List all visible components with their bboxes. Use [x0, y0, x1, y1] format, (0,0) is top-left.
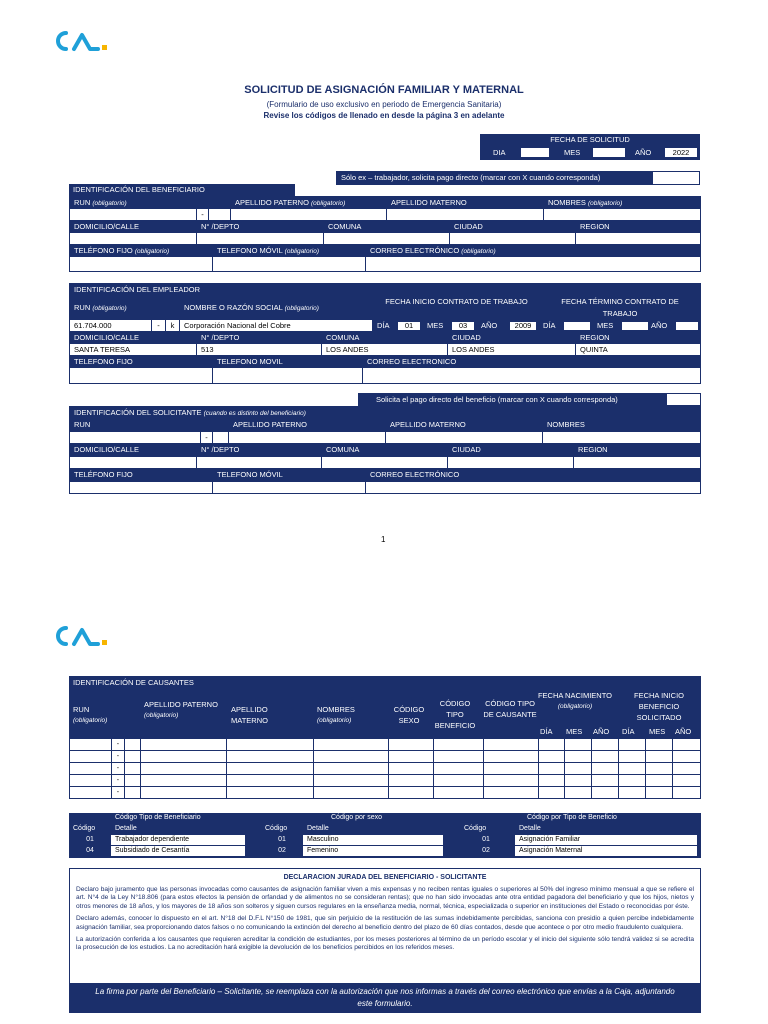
causante-cell[interactable] — [313, 751, 389, 763]
cau-ap-paterno-label: APELLIDO PATERNO (obligatorio) — [144, 700, 218, 719]
emp-inicio-dia-field[interactable]: 01 — [397, 321, 421, 331]
form-subtitle: (Formulario de uso exclusivo en periodo de Emergencia Sanitaria) — [266, 100, 502, 109]
causante-cell[interactable] — [619, 751, 646, 763]
causante-cell[interactable] — [592, 775, 619, 787]
cau-run-label: RUN (obligatorio) — [73, 705, 108, 724]
ben-comuna-field[interactable] — [324, 233, 450, 245]
declaracion-footer: La firma por parte del Beneficiario – Solicitante, se reemplaza con la autorización que nos informas a través del correo electrónico que envías a la Caja, adjuntando este formulario. — [70, 983, 700, 1012]
pago-directo-label: Solicita el pago directo del beneficio (marcar con X cuando corresponda) — [358, 393, 666, 406]
causante-row — [70, 763, 701, 775]
ex-trabajador-label: Sólo ex – trabajador, solicita pago directo (marcar con X cuando corresponda) — [336, 171, 652, 185]
causante-row — [70, 787, 701, 799]
ben-correo-label: CORREO ELECTRÓNICO (obligatorio) — [366, 245, 700, 257]
causante-cell[interactable] — [70, 787, 112, 799]
sol-nombres-label: NOMBRES — [543, 419, 700, 432]
causante-cell[interactable] — [226, 787, 313, 799]
emp-correo-field[interactable] — [363, 368, 700, 383]
beneficiario-header: IDENTIFICACIÓN DEL BENEFICIARIO — [69, 184, 295, 196]
causante-cell[interactable] — [592, 739, 619, 751]
fecha-dia-field[interactable] — [520, 147, 550, 158]
sol-run-label: RUN — [70, 419, 229, 432]
emp-depto-field[interactable]: 513 — [197, 344, 322, 356]
fecha-mes-field[interactable] — [592, 147, 626, 158]
causante-cell[interactable] — [539, 787, 565, 799]
cod-col-codigo-2: Código — [265, 825, 288, 832]
causante-cell[interactable] — [140, 775, 226, 787]
emp-region-label: REGION — [576, 332, 700, 344]
ben-domicilio-field[interactable] — [70, 233, 197, 245]
sol-depto-field[interactable] — [197, 457, 322, 469]
cau-cod-tipo-ben-label: CÓDIGO TIPO BENEFICIO — [434, 699, 476, 730]
cod-sexo-title: Código por sexo — [331, 814, 382, 821]
sol-tel-fijo-field[interactable] — [70, 482, 213, 493]
sol-region-field[interactable] — [574, 457, 700, 469]
ben-nombres-field[interactable] — [544, 209, 700, 221]
causante-cell[interactable] — [313, 775, 389, 787]
benef-code: 01 — [482, 836, 490, 843]
ben-tel-movil-label: TELEFONO MÓVIL (obligatorio) — [213, 245, 366, 257]
causante-cell[interactable] — [484, 775, 539, 787]
benef-detail: Asignación Familiar — [515, 835, 697, 845]
ben-nombres-label: NOMBRES (obligatorio) — [544, 197, 700, 209]
emp-ciudad-field[interactable]: LOS ANDES — [448, 344, 576, 356]
causante-cell[interactable] — [539, 775, 565, 787]
emp-comuna-field[interactable]: LOS ANDES — [322, 344, 448, 356]
emp-region-field[interactable]: QUINTA — [576, 344, 700, 356]
ben-ap-paterno-label: APELLIDO PATERNO (obligatorio) — [231, 197, 387, 209]
causante-cell[interactable] — [226, 739, 313, 751]
causante-cell[interactable] — [646, 787, 673, 799]
sol-domicilio-label: DOMICILIO/CALLE — [70, 444, 197, 457]
causante-cell[interactable] — [434, 775, 484, 787]
ben-ap-materno-field[interactable] — [387, 209, 544, 221]
cau-ap-materno-label: APELLIDO MATERNO — [231, 705, 268, 725]
emp-tel-movil-label: TELEFONO MOVIL — [213, 356, 363, 368]
emp-razon-label: NOMBRE O RAZÓN SOCIAL (obligatorio) — [180, 296, 373, 320]
declaracion-p2: Declaro además, conocer lo dispuesto en el art. N°18 del D.F.L N°150 de 1981, que sin perjuicio de la restitución de las sumas indebidamente percibidas, sanciona con presidio a quien percibe indebidamente asignación familiar, sea proporcionando datos falsos o no comunicando la extinción del derecho al beneficio dentro del plazo de 60 días contados, desde que acontece o por otro medio fraudulento cualquiera. — [76, 915, 694, 931]
sol-run-dash: - — [201, 432, 213, 444]
causante-cell[interactable] — [592, 763, 619, 775]
causantes-block — [69, 676, 701, 738]
cau-nac-ano: AÑO — [593, 727, 610, 736]
ben-comuna-label: COMUNA — [324, 221, 450, 233]
sexo-detail: Masculino — [303, 835, 443, 845]
causante-cell[interactable] — [619, 763, 646, 775]
causante-cell[interactable] — [70, 751, 112, 763]
causante-cell[interactable] — [484, 787, 539, 799]
declaracion-title: DECLARACION JURADA DEL BENEFICIARIO - SOLICITANTE — [283, 874, 487, 881]
cau-nombres-label: NOMBRES (obligatorio) — [317, 705, 355, 724]
causante-cell[interactable] — [124, 763, 140, 775]
sexo-detail: Femenino — [303, 846, 443, 856]
causante-cell[interactable] — [389, 787, 434, 799]
cod-tipo-benef-title: Código por Tipo de Beneficio — [527, 814, 617, 821]
emp-inicio-dates — [373, 320, 700, 332]
causante-run-dash: - — [111, 751, 124, 763]
sol-ap-materno-field[interactable] — [386, 432, 543, 444]
ben-code: 04 — [86, 847, 94, 854]
fecha-ano-field[interactable]: 2022 — [664, 147, 698, 158]
sol-correo-label: CORREO ELECTRÓNICO — [366, 469, 700, 482]
ben-ap-materno-label: APELLIDO MATERNO — [387, 197, 544, 209]
causante-run-dash: - — [111, 739, 124, 751]
sol-region-label: REGION — [574, 444, 700, 457]
causante-cell[interactable] — [565, 763, 592, 775]
causante-run-dash: - — [111, 775, 124, 787]
ex-trabajador-checkbox[interactable] — [652, 171, 700, 185]
emp-termino-label: FECHA TÉRMINO CONTRATO DE TRABAJO — [540, 296, 700, 320]
causante-cell[interactable] — [565, 775, 592, 787]
causante-cell[interactable] — [619, 775, 646, 787]
cau-ini-ano: AÑO — [675, 727, 692, 736]
causante-cell[interactable] — [646, 739, 673, 751]
emp-tel-fijo-field[interactable] — [70, 368, 213, 383]
causante-cell[interactable] — [539, 751, 565, 763]
ben-detail: Subsidiado de Cesantía — [111, 846, 245, 856]
emp-tel-movil-field[interactable] — [213, 368, 363, 383]
causante-cell[interactable] — [672, 739, 700, 751]
causantes-header: IDENTIFICACIÓN DE CAUSANTES — [73, 678, 194, 687]
ben-tel-movil-field[interactable] — [213, 257, 366, 271]
causante-cell[interactable] — [646, 763, 673, 775]
causante-cell[interactable] — [140, 763, 226, 775]
causante-cell[interactable] — [646, 751, 673, 763]
ben-ciudad-field[interactable] — [450, 233, 576, 245]
causante-cell[interactable] — [389, 775, 434, 787]
causante-cell[interactable] — [140, 751, 226, 763]
causante-cell[interactable] — [389, 739, 434, 751]
emp-correo-label: CORREO ELECTRONICO — [363, 356, 700, 368]
ben-run-dash: - — [197, 209, 209, 221]
emp-termino-mes-field[interactable] — [621, 321, 649, 331]
caja-logo — [52, 30, 122, 52]
ben-detail: Trabajador dependiente — [111, 835, 245, 845]
empleador-table — [69, 283, 701, 384]
solicitante-table — [69, 406, 701, 494]
cau-nac-dia: DÍA — [540, 727, 553, 736]
causante-run-dash: - — [111, 763, 124, 775]
cau-cod-tipo-caus-label: CÓDIGO TIPO DE CAUSANTE — [483, 699, 537, 719]
sol-tel-movil-field[interactable] — [213, 482, 366, 493]
fecha-mes-label: MES — [564, 148, 581, 157]
ben-depto-field[interactable] — [197, 233, 324, 245]
emp-termino-mes-label: MES — [597, 321, 614, 330]
fecha-ano-label: AÑO — [635, 148, 652, 157]
page-number: 1 — [381, 535, 386, 544]
causante-cell[interactable] — [484, 763, 539, 775]
emp-razon-field[interactable]: Corporación Nacional del Cobre — [180, 320, 373, 332]
emp-inicio-mes-field[interactable]: 03 — [451, 321, 475, 331]
causante-cell[interactable] — [434, 763, 484, 775]
causante-cell[interactable] — [140, 787, 226, 799]
causante-cell[interactable] — [434, 739, 484, 751]
emp-inicio-mes-label: MES — [427, 321, 444, 330]
causante-row — [70, 775, 701, 787]
causante-cell[interactable] — [484, 751, 539, 763]
pago-directo-checkbox[interactable] — [666, 393, 701, 406]
cau-nac-mes: MES — [566, 727, 583, 736]
causante-cell[interactable] — [434, 751, 484, 763]
cau-fecha-inicio-label: FECHA INICIO BENEFICIO SOLICITADO — [633, 691, 684, 722]
ben-run-label: RUN (obligatorio) — [70, 197, 231, 209]
causante-cell[interactable] — [313, 787, 389, 799]
causante-cell[interactable] — [672, 763, 700, 775]
emp-comuna-label: COMUNA — [322, 332, 448, 344]
cau-cod-sexo-label: CÓDIGO SEXO — [393, 705, 425, 725]
causante-row — [70, 751, 701, 763]
emp-tel-fijo-label: TELEFONO FIJO — [70, 356, 213, 368]
emp-domicilio-label: DOMICILIO/CALLE — [70, 332, 197, 344]
causante-row — [70, 739, 701, 751]
form-title: SOLICITUD DE ASIGNACIÓN FAMILIAR Y MATERNAL — [244, 84, 524, 96]
causante-run-dash: - — [111, 787, 124, 799]
ben-tel-fijo-field[interactable] — [70, 257, 213, 271]
causante-cell[interactable] — [140, 739, 226, 751]
emp-run-field[interactable]: 61.704.000 — [70, 320, 152, 332]
causante-cell[interactable] — [619, 787, 646, 799]
emp-run-label: RUN (obligatorio) — [70, 296, 180, 320]
emp-depto-label: N° /DEPTO — [197, 332, 322, 344]
sexo-code: 02 — [278, 847, 286, 854]
causante-cell[interactable] — [565, 751, 592, 763]
sol-run-dv-field[interactable] — [213, 432, 229, 444]
causante-cell[interactable] — [313, 763, 389, 775]
sol-comuna-field[interactable] — [322, 457, 448, 469]
ben-code: 01 — [86, 836, 94, 843]
causante-cell[interactable] — [226, 763, 313, 775]
cau-ini-dia: DÍA — [622, 727, 635, 736]
causante-cell[interactable] — [565, 739, 592, 751]
ben-run-dv-field[interactable] — [209, 209, 231, 221]
causante-cell[interactable] — [646, 775, 673, 787]
ben-region-label: REGION — [576, 221, 700, 233]
causante-cell[interactable] — [70, 763, 112, 775]
sol-tel-fijo-label: TELÉFONO FIJO — [70, 469, 213, 482]
sol-domicilio-field[interactable] — [70, 457, 197, 469]
beneficiario-table — [69, 196, 701, 272]
sol-ap-paterno-field[interactable] — [229, 432, 386, 444]
emp-header: IDENTIFICACIÓN DEL EMPLEADOR — [70, 284, 700, 296]
sol-nombres-field[interactable] — [543, 432, 700, 444]
sol-header: IDENTIFICACIÓN DEL SOLICITANTE (cuando es distinto del beneficiario) — [70, 407, 700, 419]
causante-cell[interactable] — [672, 775, 700, 787]
cod-col-codigo-3: Código — [464, 825, 487, 832]
ben-correo-field[interactable] — [366, 257, 700, 271]
benef-detail: Asignación Maternal — [515, 846, 697, 856]
ben-depto-label: N° /DEPTO — [197, 221, 324, 233]
causante-cell[interactable] — [70, 775, 112, 787]
causante-cell[interactable] — [389, 751, 434, 763]
causante-cell[interactable] — [70, 739, 112, 751]
fecha-dia-label: DIA — [493, 148, 506, 157]
emp-inicio-ano-label: AÑO — [481, 321, 498, 330]
emp-termino-ano-field[interactable] — [675, 321, 699, 331]
causante-cell[interactable] — [592, 787, 619, 799]
sol-ciudad-label: CIUDAD — [448, 444, 574, 457]
sol-comuna-label: COMUNA — [322, 444, 448, 457]
benef-code: 02 — [482, 847, 490, 854]
ben-domicilio-label: DOMICILIO/CALLE — [70, 221, 197, 233]
declaracion-box — [69, 868, 701, 1013]
emp-inicio-label: FECHA INICIO CONTRATO DE TRABAJO — [373, 296, 540, 320]
causante-cell[interactable] — [226, 775, 313, 787]
causante-cell[interactable] — [539, 739, 565, 751]
emp-domicilio-field[interactable]: SANTA TERESA — [70, 344, 197, 356]
causante-cell[interactable] — [539, 763, 565, 775]
sol-run-field[interactable] — [70, 432, 201, 444]
sol-correo-field[interactable] — [366, 482, 700, 493]
causante-cell[interactable] — [124, 739, 140, 751]
causante-cell[interactable] — [565, 787, 592, 799]
causante-cell[interactable] — [313, 739, 389, 751]
emp-inicio-ano-field[interactable]: 2009 — [509, 321, 537, 331]
cod-col-detalle-3: Detalle — [519, 825, 541, 832]
sol-depto-label: N° /DEPTO — [197, 444, 322, 457]
declaracion-p1: Declaro bajo juramento que las personas invocadas como causantes de asignación familiar viven a mis expensas y no reciben rentas iguales o superiores al 50% del ingreso mínimo mensual a que se refiere el art. N°4 de la Ley N°18.806 (para estos efectos la pensión de orfandad y de alimentos no se consideran rentas); que no han sido invocadas ante otra entidad pagadora del beneficiario y que los hijos, nietos y otros menores de 18 años, y los mayores de 18 años son solteros y siguen cursos regulares en la enseñanza media, normal, técnica, especializada o superior en instituciones del Estado o reconocidas por éste. — [76, 886, 694, 910]
declaracion-p3: La autorización conferida a los causantes que requieren acreditar la condición de estudiantes, por los meses posteriores al término de un período escolar y el inicio del siguiente sólo tendrá validez si se acredita la prosecución de los estudios. La no acreditación hará exigible la devolución de los beneficios percibidos en los referidos meses. — [76, 936, 694, 952]
causante-cell[interactable] — [484, 739, 539, 751]
caja-logo-page2 — [52, 625, 122, 647]
causante-cell[interactable] — [592, 751, 619, 763]
cod-tipo-ben-title: Código Tipo de Beneficiario — [115, 814, 201, 821]
emp-termino-dia-label: DÍA — [543, 321, 556, 330]
ben-tel-fijo-label: TELÉFONO FIJO (obligatorio) — [70, 245, 213, 257]
sol-ciudad-field[interactable] — [448, 457, 574, 469]
causante-cell[interactable] — [672, 787, 700, 799]
sol-tel-movil-label: TELEFONO MÓVIL — [213, 469, 366, 482]
causante-cell[interactable] — [389, 763, 434, 775]
causante-cell[interactable] — [434, 787, 484, 799]
cau-ini-mes: MES — [649, 727, 666, 736]
fecha-solicitud-block — [480, 134, 700, 160]
causante-cell[interactable] — [619, 739, 646, 751]
emp-termino-dia-field[interactable] — [563, 321, 591, 331]
emp-run-dash: - — [152, 320, 166, 332]
cau-fecha-nac-label: FECHA NACIMIENTO (obligatorio) — [537, 691, 613, 710]
emp-termino-ano-label: AÑO — [651, 321, 668, 330]
cod-col-detalle-1: Detalle — [115, 825, 137, 832]
sol-ap-paterno-label: APELLIDO PATERNO — [229, 419, 386, 432]
sexo-code: 01 — [278, 836, 286, 843]
causantes-grid — [69, 738, 701, 799]
fecha-solicitud-header: FECHA DE SOLICITUD — [550, 135, 630, 144]
causante-cell[interactable] — [124, 787, 140, 799]
causante-cell[interactable] — [124, 751, 140, 763]
ben-ciudad-label: CIUDAD — [450, 221, 576, 233]
emp-ciudad-label: CIUDAD — [448, 332, 576, 344]
cod-col-codigo-1: Código — [73, 825, 96, 832]
ben-ap-paterno-field[interactable] — [231, 209, 387, 221]
sol-ap-materno-label: APELLIDO MATERNO — [386, 419, 543, 432]
cod-col-detalle-2: Detalle — [307, 825, 329, 832]
form-note: Revise los códigos de llenado en desde la página 3 en adelante — [263, 111, 505, 120]
causante-cell[interactable] — [226, 751, 313, 763]
causante-cell[interactable] — [672, 751, 700, 763]
causante-cell[interactable] — [124, 775, 140, 787]
emp-inicio-dia-label: DÍA — [377, 321, 390, 330]
emp-run-dv-field[interactable]: k — [166, 320, 180, 332]
codigos-block — [69, 813, 701, 858]
ben-run-field[interactable] — [70, 209, 197, 221]
ben-region-field[interactable] — [576, 233, 700, 245]
